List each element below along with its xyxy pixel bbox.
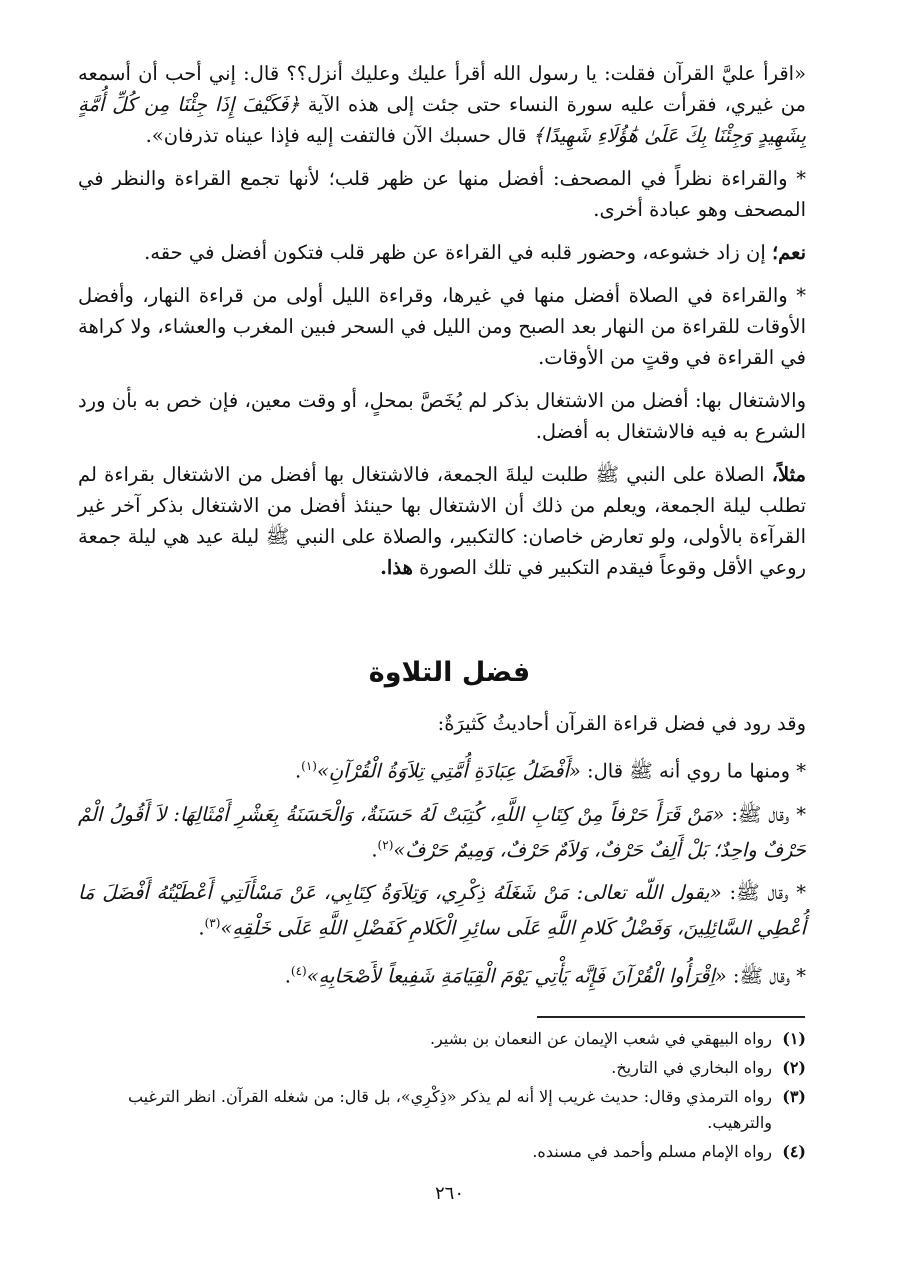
intro-paragraph — [78, 58, 806, 151]
hadith-2-prefix: * وقال ﷺ: — [724, 802, 806, 826]
mathalan-lead: مثلاً، — [771, 463, 806, 486]
intro-text-end: قال حسبك الآن فالتفت إليه فإذا عيناه تذرفان». — [145, 124, 533, 147]
footnote-text: رواه الترمذي وقال: حديث غريب إلا أنه لم يذكر «ذِكْرِي»، بل قال: من شغله القرآن. انظر الترغيب والترهيب. — [127, 1087, 772, 1132]
section-heading: فضل التلاوة — [368, 657, 531, 688]
hadith-2-text: «مَنْ قَرَأَ حَرْفاً مِنْ كِتَابِ اللَّهِ، كُتِبَتْ لَهُ حَسَنَةٌ، وَالْحَسَنَةُ بِعَشْرِ أَمْثَالِهَا: لاَ أَقُولُ الْمْ حَرْفٌ واحِدٌ؛ بَلْ أَلِفٌ حَرْفٌ، وَلاَمٌ حَرْفٌ، وَمِيمٌ حَرْفٌ» — [78, 802, 806, 861]
hadith-4-prefix: * وقال ﷺ: — [726, 964, 806, 987]
naam-lead: نعم؛ — [771, 241, 806, 264]
hadith-2 — [78, 799, 806, 866]
upper-body-text — [78, 58, 806, 595]
wurud-paragraph: وقد رود في فضل قراءة القرآن أحاديثُ كَثيرَةٌ: — [437, 712, 806, 735]
footnote — [78, 1055, 806, 1081]
hadith-2-end: . — [371, 838, 378, 861]
footnote-text: رواه الإمام مسلم وأحمد في مسنده. — [532, 1142, 772, 1161]
intro-text-start: «اقرأ عليَّ القرآن فقلت: يا رسول الله أقرأ عليك وعليك أنزل؟؟ قال: إني أحب أن أسمعه من غيري، فقرأت عليه سورة النساء حتى جئت إلى هذه الآية — [78, 62, 806, 116]
footnote-divider — [537, 1016, 805, 1018]
hadith-3-prefix: * وقال ﷺ: — [721, 881, 806, 904]
footnote-ref-2: (٢) — [377, 837, 394, 852]
mathalan-tail: هذا. — [380, 556, 413, 579]
hadith-4-end: . — [284, 964, 291, 987]
hadith-3-text: «يقول اللّه تعالى: مَنْ شَغَلَهُ ذِكْرِي، وَتِلاَوَةُ كِتَابِي، عَنْ مَسْأَلَتِي أَعْطَيْتُهُ أَفْضَلَ مَا أُعْطِي السَّائِلِينَ، وَفَضْلُ كَلامِ اللَّهِ عَلَى سائِرِ الْكَلامِ كَفَضْلِ اللَّهِ عَلَى خَلْقِهِ» — [78, 881, 806, 940]
page-number: ٢٦٠ — [434, 1183, 464, 1204]
footnote — [78, 1084, 806, 1136]
footnote — [78, 1139, 806, 1165]
footnote-number: (٢) — [782, 1058, 806, 1077]
hadith-3-end: . — [198, 916, 205, 940]
hadith-1-end: . — [294, 759, 302, 783]
lower-body-text — [78, 708, 806, 1003]
hadith-1-text: «أَفْضَلُ عِبَادَةِ أُمَّتِي تِلاَوَةُ الْقُرْآنِ» — [316, 759, 581, 783]
footnote-number: (٣) — [782, 1087, 806, 1106]
ishtighal-paragraph: والاشتغال بها: أفضل من الاشتغال بذكر لم يُخَصَّ بمحلٍ، أو وقت معين، فإن خص به بأن ورد الشرع به فيه فالاشتغال به أفضل. — [78, 389, 806, 443]
mushaf-paragraph: * والقراءة نظراً في المصحف: أفضل منها عن ظهر قلب؛ لأنها تجمع القراءة والنظر في المصحف وهو عبادة أخرى. — [78, 167, 806, 221]
hadith-3 — [78, 877, 806, 944]
footnote-text: رواه البيهقي في شعب الإيمان عن النعمان بن بشير. — [429, 1029, 772, 1048]
naam-paragraph — [78, 237, 806, 268]
footnote-ref-3: (٣) — [204, 916, 221, 930]
hadith-1-prefix: * ومنها ما روي أنه ﷺ قال: — [580, 759, 806, 783]
mathalan-text: الصلاة على النبي ﷺ طلبت ليلةَ الجمعة، فالاشتغال بها أفضل من الاشتغال بقراءة لم تطلب ليلة الجمعة، ويعلم من ذلك أن الاشتغال بها حينئذ أفضل من الاشتغال بذكر آخر غير القرآءة بالأولى، ولو تعارض خاصان: كالتكبير، والصلاة على النبي ﷺ ليلة عيد هي ليلة جمعة روعي الأقل وقوعاً فيقدم التكبير في تلك الصورة — [78, 463, 806, 579]
salat-paragraph: * والقراءة في الصلاة أفضل منها في غيرها، وقراءة الليل أولى من قراءة النهار، وأفضل الأوقات للقراءة من النهار بعد الصبح ومن الليل في السحر فبين المغرب والعشاء، ولا كراهة في القراءة في وقتٍ من الأوقات. — [78, 284, 806, 369]
footnote-text: رواه البخاري في التاريخ. — [611, 1058, 772, 1077]
quran-verse: ﴿فَكَيْفَ إِذَا جِئْنَا مِن كُلِّ أُمَّةٍ بِشَهِيدٍ وَجِئْنَا بِكَ عَلَىٰ هَٰؤُلَاءِ شَهِيدًا﴾ — [78, 93, 806, 147]
footnote-number: (٤) — [782, 1142, 806, 1161]
footnotes — [78, 1026, 806, 1168]
footnote-ref-1: (١) — [301, 759, 317, 773]
hadith-4-text: «اِقْرَأُوا الْقُرْآنَ فَإِنَّه يَأْتِي يَوْمَ الْقِيَامَةِ شَفِيعاً لأَصْحَابِهِ» — [306, 964, 727, 987]
footnote-number: (١) — [782, 1029, 806, 1048]
footnote-ref-4: (٤) — [290, 963, 307, 978]
hadith-4 — [78, 956, 806, 992]
hadith-1 — [78, 751, 806, 787]
footnote — [78, 1026, 806, 1052]
mathalan-paragraph — [78, 459, 806, 583]
naam-text: إن زاد خشوعه، وحضور قلبه في القراءة عن ظهر قلب فتكون أفضل في حقه. — [144, 241, 772, 264]
